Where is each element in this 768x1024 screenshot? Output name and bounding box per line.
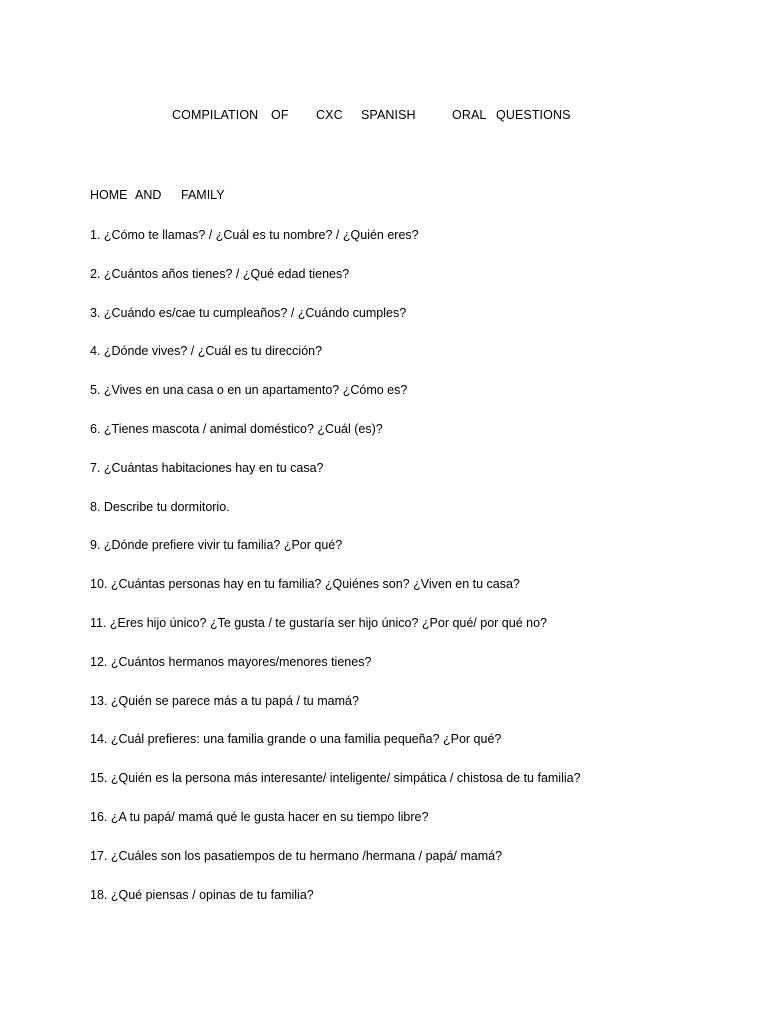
title-word: OF xyxy=(271,108,289,122)
title-word: SPANISH xyxy=(361,108,416,122)
question-item: 18. ¿Qué piensas / opinas de tu familia? xyxy=(90,887,314,902)
question-item: 2. ¿Cuántos años tienes? / ¿Qué edad tienes? xyxy=(90,266,350,281)
section-word: AND xyxy=(135,188,162,202)
question-item: 4. ¿Dónde vives? / ¿Cuál es tu dirección? xyxy=(90,344,323,359)
section-word: FAMILY xyxy=(181,188,225,202)
question-item: 7. ¿Cuántas habitaciones hay en tu casa? xyxy=(90,460,324,475)
question-item: 6. ¿Tienes mascota / animal doméstico? ¿Cuál (es)? xyxy=(90,421,383,436)
document-title xyxy=(0,108,768,128)
question-item: 12. ¿Cuántos hermanos mayores/menores tienes? xyxy=(90,654,372,669)
question-item: 15. ¿Quién es la persona más interesante/ inteligente/ simpática / chistosa de tu familia? xyxy=(90,771,581,786)
question-item: 5. ¿Vives en una casa o en un apartamento? ¿Cómo es? xyxy=(90,383,408,398)
question-item: 3. ¿Cuándo es/cae tu cumpleaños? / ¿Cuándo cumples? xyxy=(90,305,407,320)
question-item: 1. ¿Cómo te llamas? / ¿Cuál es tu nombre? / ¿Quién eres? xyxy=(90,228,419,242)
question-item: 17. ¿Cuáles son los pasatiempos de tu hermano /hermana / papá/ mamá? xyxy=(90,848,503,863)
question-item: 11. ¿Eres hijo único? ¿Te gusta / te gustaría ser hijo único? ¿Por qué/ por qué no? xyxy=(90,615,547,630)
question-item: 8. Describe tu dormitorio. xyxy=(90,499,230,514)
question-item: 9. ¿Dónde prefiere vivir tu familia? ¿Por qué? xyxy=(90,538,343,553)
question-item: 16. ¿A tu papá/ mamá qué le gusta hacer en su tiempo libre? xyxy=(90,809,429,824)
title-word: ORAL xyxy=(452,108,487,122)
question-list xyxy=(90,226,750,924)
title-word: CXC xyxy=(316,108,343,122)
title-word: COMPILATION xyxy=(172,108,259,122)
section-heading xyxy=(0,188,768,208)
section-word: HOME xyxy=(90,188,128,202)
title-word: QUESTIONS xyxy=(496,108,571,122)
question-item: 10. ¿Cuántas personas hay en tu familia? ¿Quiénes son? ¿Viven en tu casa? xyxy=(90,577,520,592)
question-item: 13. ¿Quién se parece más a tu papá / tu mamá? xyxy=(90,693,359,708)
question-item: 14. ¿Cuál prefieres: una familia grande o una familia pequeña? ¿Por qué? xyxy=(90,732,502,747)
